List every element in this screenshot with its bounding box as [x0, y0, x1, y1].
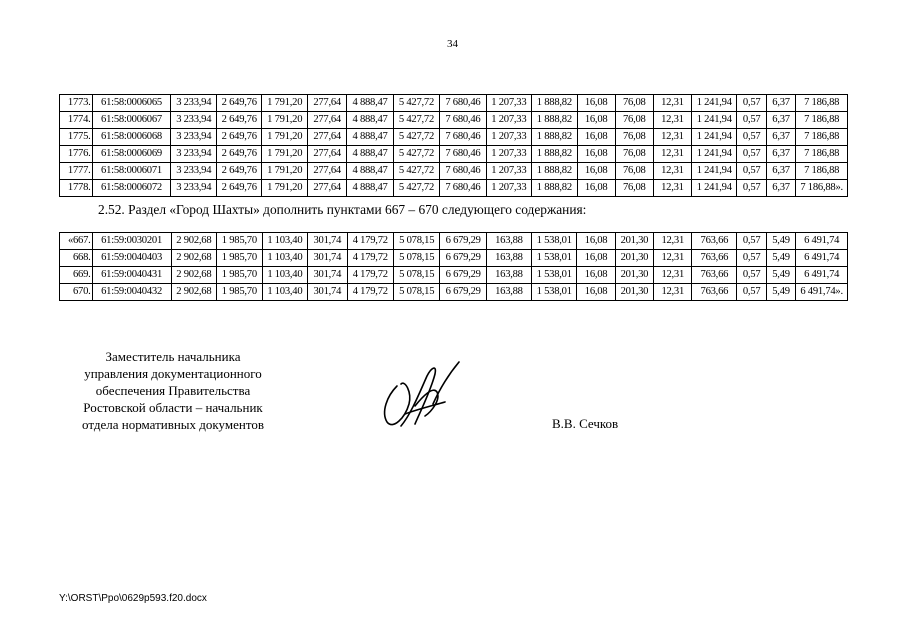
value-cell: 16,08: [577, 146, 615, 163]
value-cell: 763,66: [692, 233, 737, 250]
value-cell: 12,31: [654, 250, 692, 267]
value-cell: 2 902,68: [171, 250, 217, 267]
value-cell: 5 427,72: [393, 112, 439, 129]
value-cell: 5 078,15: [393, 250, 439, 267]
value-cell: 6 679,29: [440, 284, 486, 301]
value-cell: 6 491,74: [796, 250, 848, 267]
value-cell: 1 241,94: [691, 180, 736, 197]
file-path-footer: Y:\ORST\Ppo\0629p593.f20.docx: [59, 593, 207, 604]
value-cell: 6,37: [766, 112, 795, 129]
value-cell: 301,74: [308, 250, 347, 267]
cadastral-number-cell: 61:59:0040432: [92, 284, 171, 301]
value-cell: 2 649,76: [216, 163, 261, 180]
amendment-paragraph: 2.52. Раздел «Город Шахты» дополнить пунктами 667 – 670 следующего содержания:: [98, 202, 587, 217]
value-cell: 1 241,94: [691, 129, 736, 146]
value-cell: 4 888,47: [347, 146, 393, 163]
value-cell: 76,08: [615, 112, 653, 129]
value-cell: 7 186,88: [796, 112, 848, 129]
table-row: [60, 284, 848, 301]
value-cell: 16,08: [577, 112, 615, 129]
value-cell: 7 680,46: [440, 180, 486, 197]
value-cell: 2 649,76: [216, 95, 261, 112]
value-cell: 1 888,82: [532, 180, 577, 197]
value-cell: 201,30: [615, 267, 653, 284]
value-cell: 1 888,82: [532, 146, 577, 163]
value-cell: 6,37: [766, 163, 795, 180]
value-cell: 6 679,29: [440, 233, 486, 250]
value-cell: 6 679,29: [440, 250, 486, 267]
value-cell: 3 233,94: [171, 146, 216, 163]
value-cell: 1 207,33: [486, 95, 531, 112]
row-number-cell: 1778.: [60, 180, 93, 197]
value-cell: 16,08: [577, 267, 615, 284]
signatory-title: [64, 348, 282, 433]
value-cell: 0,57: [737, 163, 766, 180]
value-cell: 2 649,76: [216, 112, 261, 129]
value-cell: 163,88: [486, 233, 531, 250]
row-number-cell: «667.: [60, 233, 93, 250]
value-cell: 277,64: [307, 180, 346, 197]
value-cell: 763,66: [692, 284, 737, 301]
value-cell: 7 680,46: [440, 129, 486, 146]
value-cell: 16,08: [577, 233, 615, 250]
value-cell: 5 427,72: [393, 146, 439, 163]
value-cell: 1 538,01: [531, 267, 577, 284]
value-cell: 16,08: [577, 250, 615, 267]
value-cell: 1 888,82: [532, 163, 577, 180]
value-cell: 1 241,94: [691, 146, 736, 163]
value-cell: 76,08: [615, 163, 653, 180]
row-number-cell: 669.: [60, 267, 93, 284]
value-cell: 12,31: [653, 112, 691, 129]
value-cell: 277,64: [307, 129, 346, 146]
value-cell: 1 538,01: [531, 284, 577, 301]
row-number-cell: 1775.: [60, 129, 93, 146]
value-cell: 1 103,40: [262, 233, 308, 250]
value-cell: 7 680,46: [440, 146, 486, 163]
value-cell: 4 179,72: [347, 250, 393, 267]
cadastral-number-cell: 61:58:0006065: [92, 95, 171, 112]
signatory-title-line: управления документационного: [84, 366, 262, 381]
cadastral-number-cell: 61:58:0006071: [92, 163, 171, 180]
value-cell: 763,66: [692, 250, 737, 267]
value-cell: 76,08: [615, 180, 653, 197]
value-cell: 5 427,72: [393, 129, 439, 146]
value-cell: 1 103,40: [262, 284, 308, 301]
row-number-cell: 1774.: [60, 112, 93, 129]
value-cell: 2 902,68: [171, 233, 217, 250]
value-cell: 1 207,33: [486, 129, 531, 146]
value-cell: 277,64: [307, 112, 346, 129]
value-cell: 0,57: [737, 250, 766, 267]
cadastral-number-cell: 61:58:0006068: [92, 129, 171, 146]
value-cell: 3 233,94: [171, 180, 216, 197]
value-cell: 16,08: [577, 180, 615, 197]
value-cell: 5 427,72: [393, 163, 439, 180]
value-cell: 1 791,20: [262, 146, 307, 163]
value-cell: 4 888,47: [347, 163, 393, 180]
value-cell: 3 233,94: [171, 112, 216, 129]
value-cell: 6,37: [766, 146, 795, 163]
value-cell: 2 902,68: [171, 284, 217, 301]
value-cell: 2 649,76: [216, 146, 261, 163]
value-cell: 12,31: [653, 163, 691, 180]
value-cell: 16,08: [577, 163, 615, 180]
value-cell: 1 791,20: [262, 129, 307, 146]
value-cell: 7 680,46: [440, 95, 486, 112]
value-cell: 1 791,20: [262, 112, 307, 129]
value-cell: 0,57: [737, 180, 766, 197]
table-row: [60, 163, 848, 180]
table-row: [60, 250, 848, 267]
value-cell: 12,31: [654, 267, 692, 284]
value-cell: 5 427,72: [393, 180, 439, 197]
table-row: [60, 129, 848, 146]
value-cell: 6 679,29: [440, 267, 486, 284]
cadastral-number-cell: 61:58:0006069: [92, 146, 171, 163]
value-cell: 277,64: [307, 95, 346, 112]
value-cell: 5,49: [766, 284, 795, 301]
value-cell: 5 078,15: [393, 267, 439, 284]
value-cell: 7 186,88: [796, 163, 848, 180]
value-cell: 6,37: [766, 95, 795, 112]
value-cell: 5,49: [766, 233, 795, 250]
table-row: [60, 112, 848, 129]
cadastral-number-cell: 61:58:0006067: [92, 112, 171, 129]
value-cell: 16,08: [577, 284, 615, 301]
signatory-title-line: отдела нормативных документов: [82, 417, 264, 432]
value-cell: 1 207,33: [486, 146, 531, 163]
table-row: [60, 233, 848, 250]
value-cell: 4 179,72: [347, 284, 393, 301]
value-cell: 12,31: [654, 233, 692, 250]
value-cell: 201,30: [615, 233, 653, 250]
value-cell: 0,57: [737, 112, 766, 129]
value-cell: 6,37: [766, 129, 795, 146]
cadastral-number-cell: 61:59:0030201: [92, 233, 171, 250]
cadastral-number-cell: 61:59:0040431: [92, 267, 171, 284]
value-cell: 6 491,74: [796, 233, 848, 250]
value-cell: 7 186,88: [796, 146, 848, 163]
value-cell: 0,57: [737, 284, 766, 301]
value-cell: 7 186,88: [796, 129, 848, 146]
value-cell: 7 186,88».: [796, 180, 848, 197]
value-cell: 0,57: [737, 129, 766, 146]
value-cell: 201,30: [615, 284, 653, 301]
land-plots-table-1: [59, 94, 848, 197]
value-cell: 1 791,20: [262, 95, 307, 112]
value-cell: 0,57: [737, 267, 766, 284]
value-cell: 7 186,88: [796, 95, 848, 112]
value-cell: 4 888,47: [347, 95, 393, 112]
value-cell: 0,57: [737, 146, 766, 163]
value-cell: 1 888,82: [532, 112, 577, 129]
value-cell: 1 791,20: [262, 180, 307, 197]
value-cell: 1 241,94: [691, 163, 736, 180]
value-cell: 12,31: [653, 129, 691, 146]
row-number-cell: 1773.: [60, 95, 93, 112]
value-cell: 201,30: [615, 250, 653, 267]
handwritten-signature: [375, 356, 470, 436]
value-cell: 763,66: [692, 267, 737, 284]
page-number: 34: [447, 38, 458, 50]
cadastral-number-cell: 61:59:0040403: [92, 250, 171, 267]
value-cell: 163,88: [486, 267, 531, 284]
value-cell: 277,64: [307, 163, 346, 180]
value-cell: 76,08: [615, 146, 653, 163]
value-cell: 5 427,72: [393, 95, 439, 112]
row-number-cell: 1777.: [60, 163, 93, 180]
value-cell: 1 538,01: [531, 250, 577, 267]
value-cell: 4 888,47: [347, 112, 393, 129]
value-cell: 1 791,20: [262, 163, 307, 180]
value-cell: 163,88: [486, 250, 531, 267]
value-cell: 5,49: [766, 267, 795, 284]
value-cell: 5 078,15: [393, 284, 439, 301]
value-cell: 0,57: [737, 95, 766, 112]
table-row: [60, 267, 848, 284]
value-cell: 4 179,72: [347, 233, 393, 250]
value-cell: 7 680,46: [440, 163, 486, 180]
value-cell: 1 207,33: [486, 112, 531, 129]
row-number-cell: 670.: [60, 284, 93, 301]
signatory-name: В.В. Сечков: [552, 416, 619, 431]
value-cell: 1 207,33: [486, 180, 531, 197]
value-cell: 1 207,33: [486, 163, 531, 180]
value-cell: 1 888,82: [532, 129, 577, 146]
value-cell: 6,37: [766, 180, 795, 197]
value-cell: 1 985,70: [217, 267, 263, 284]
value-cell: 5 078,15: [393, 233, 439, 250]
value-cell: 2 649,76: [216, 129, 261, 146]
row-number-cell: 668.: [60, 250, 93, 267]
value-cell: 1 888,82: [532, 95, 577, 112]
value-cell: 1 103,40: [262, 250, 308, 267]
value-cell: 301,74: [308, 284, 347, 301]
value-cell: 3 233,94: [171, 129, 216, 146]
value-cell: 12,31: [653, 146, 691, 163]
value-cell: 3 233,94: [171, 163, 216, 180]
value-cell: 1 538,01: [531, 233, 577, 250]
land-plots-table-2: [59, 232, 848, 301]
cadastral-number-cell: 61:58:0006072: [92, 180, 171, 197]
value-cell: 12,31: [654, 284, 692, 301]
value-cell: 76,08: [615, 95, 653, 112]
signatory-title-line: Ростовской области – начальник: [83, 400, 263, 415]
row-number-cell: 1776.: [60, 146, 93, 163]
value-cell: 1 985,70: [217, 284, 263, 301]
value-cell: 4 888,47: [347, 129, 393, 146]
value-cell: 301,74: [308, 233, 347, 250]
value-cell: 7 680,46: [440, 112, 486, 129]
value-cell: 3 233,94: [171, 95, 216, 112]
value-cell: 277,64: [307, 146, 346, 163]
value-cell: 163,88: [486, 284, 531, 301]
signatory-title-line: обеспечения Правительства: [95, 383, 251, 398]
table-row: [60, 180, 848, 197]
value-cell: 2 902,68: [171, 267, 217, 284]
value-cell: 1 103,40: [262, 267, 308, 284]
table-row: [60, 95, 848, 112]
value-cell: 12,31: [653, 95, 691, 112]
value-cell: 0,57: [737, 233, 766, 250]
value-cell: 1 241,94: [691, 112, 736, 129]
value-cell: 6 491,74: [796, 267, 848, 284]
value-cell: 6 491,74».: [796, 284, 848, 301]
value-cell: 5,49: [766, 250, 795, 267]
value-cell: 1 985,70: [217, 250, 263, 267]
value-cell: 301,74: [308, 267, 347, 284]
value-cell: 76,08: [615, 129, 653, 146]
table-row: [60, 146, 848, 163]
value-cell: 1 985,70: [217, 233, 263, 250]
value-cell: 2 649,76: [216, 180, 261, 197]
value-cell: 4 888,47: [347, 180, 393, 197]
value-cell: 16,08: [577, 129, 615, 146]
value-cell: 4 179,72: [347, 267, 393, 284]
value-cell: 1 241,94: [691, 95, 736, 112]
value-cell: 16,08: [577, 95, 615, 112]
signatory-title-line: Заместитель начальника: [105, 349, 241, 364]
value-cell: 12,31: [653, 180, 691, 197]
